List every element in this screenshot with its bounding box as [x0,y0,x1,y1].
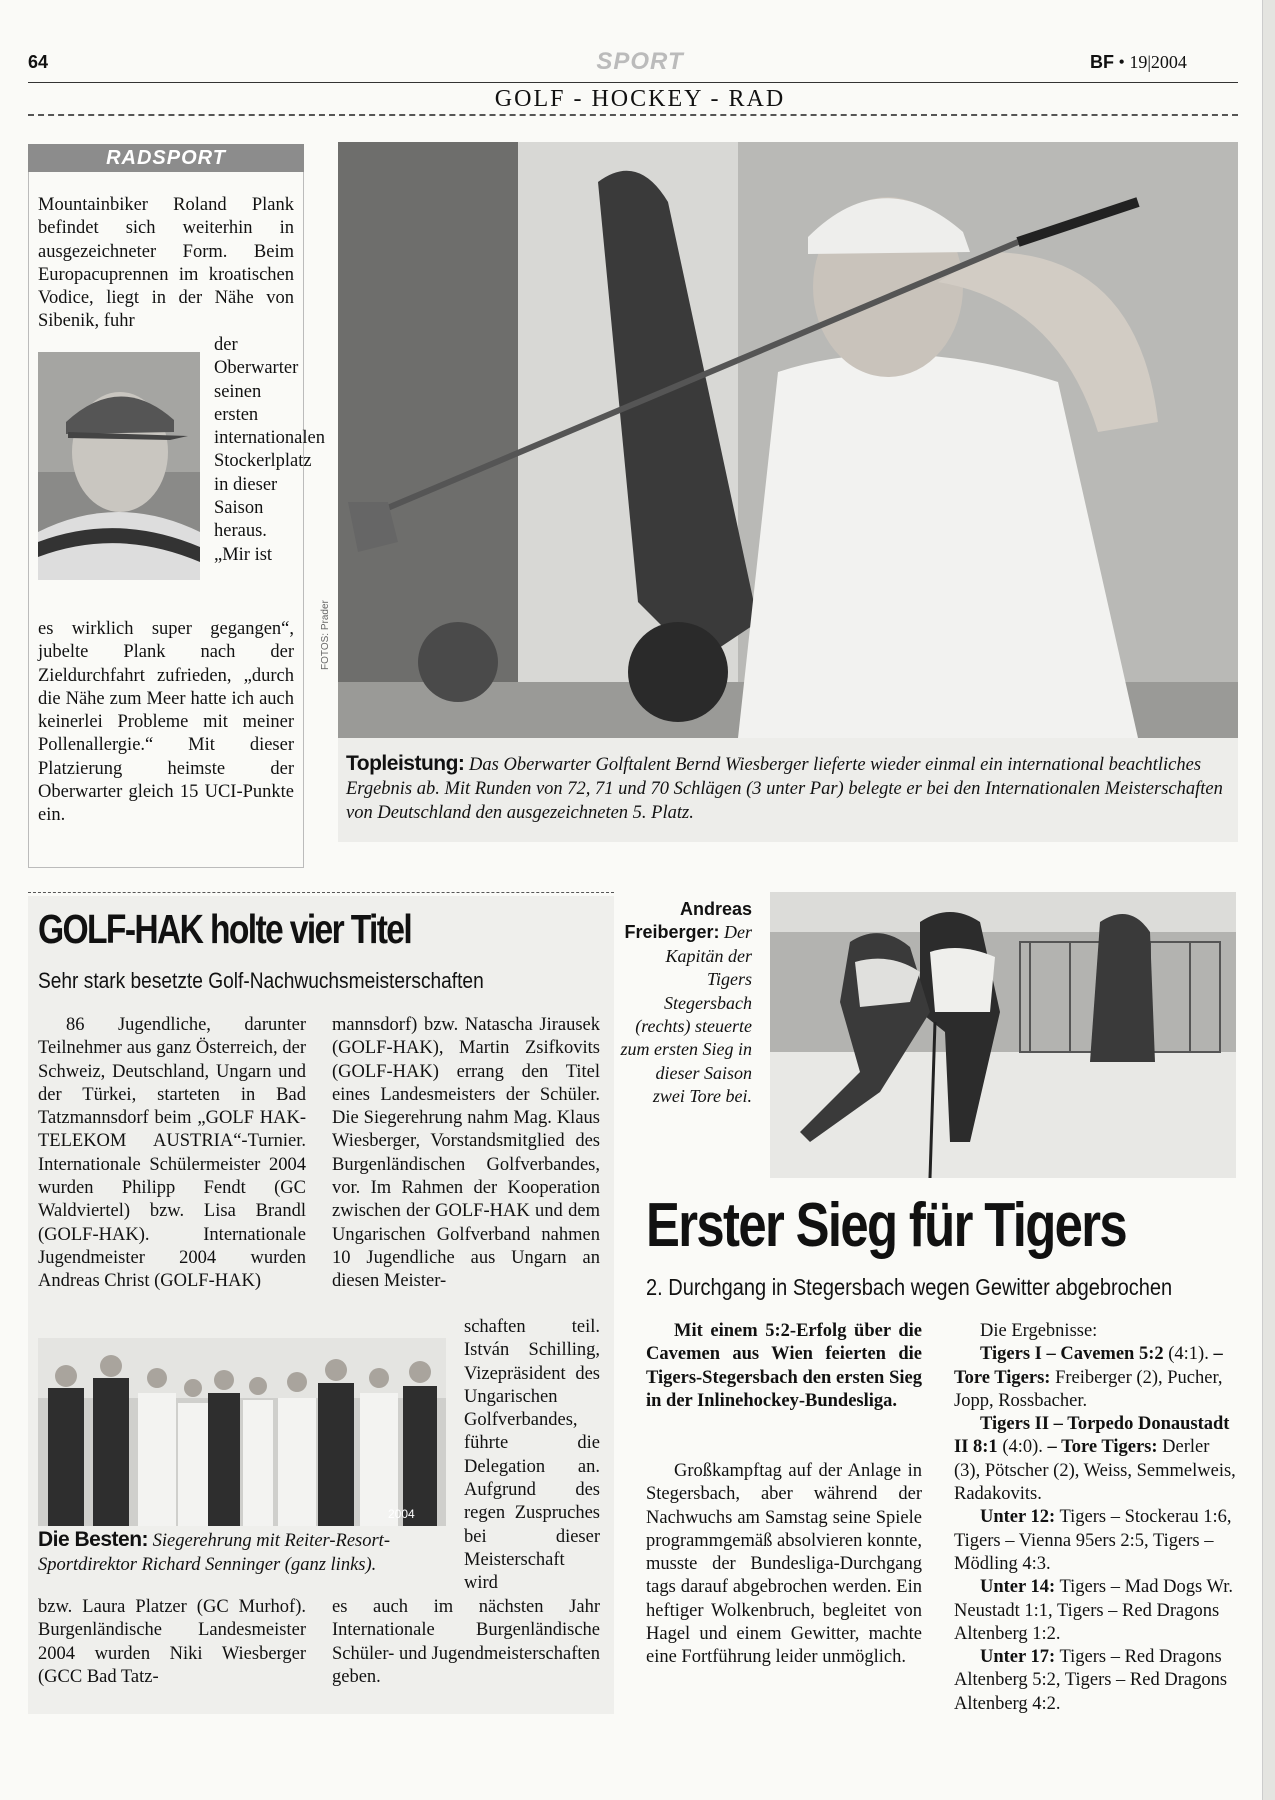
golf-article-divider [28,892,614,893]
golf-col2-bottom: es auch im nächsten Jahr Internationale Burgenländische Schüler- und Jugendmeisterschaften geben. [332,1597,600,1687]
result-under-14 [954,1576,1236,1646]
golfer-caption-lead: Topleistung: [346,752,465,775]
result-2-half: (4:0). [997,1437,1048,1458]
photo-credit: FOTOS: Prader [320,600,331,670]
tigers-lead: Mit einem 5:2-Erfolg über die Cavemen aus Wien feierten die Tigers-Stegersbach den ersten Sieg in der Inlinehockey-Bundesliga. [646,1321,922,1411]
u14-results: Tigers – Mad Dogs Wr. Neustadt 1:1, Tigers – Red Dragons Altenberg 1:2. [954,1577,1233,1644]
golf-winners-caption [38,1528,438,1577]
golfer-caption [346,752,1226,825]
result-1-score: Tigers I – Cavemen 5:2 [980,1344,1164,1365]
tigers-results [954,1320,1236,1716]
section-title: SPORT [596,48,684,75]
cyclist-portrait [38,352,200,580]
golf-winners-image [38,1338,446,1526]
u17-label: Unter 17: [980,1647,1056,1668]
hockey-photo [770,892,1236,1178]
publication-name: BF [1090,52,1114,72]
u17-results: Tigers – Red Dragons Altenberg 5:2, Tigers – Red Dragons Altenberg 4:2. [954,1647,1228,1714]
page-edge [1262,0,1275,1800]
results-title: Die Ergebnisse: [980,1321,1098,1341]
hockey-caption-text: Der Kapitän der Tigers Stegersbach (rechts) steuerte zum ersten Sieg in dieser Saison zwei Tore bei. [620,922,752,1107]
golf-col2-text: mannsdorf) bzw. Natascha Jirausek (GOLF-HAK), Martin Zsifkovits (GOLF-HAK) errang den Titel eines Landesmeisters der Schüler. Die Siegerehrung nahm Mag. Klaus Wiesberger, Vorstandsmitglied des Burgenländischen Golfverbandes, vor. Im Rahmen der Kooperation zwischen der GOLF-HAK und dem Ungarischen Golfverband nahmen 10 Jugendliche aus Ungarn an diesen Meister- [332,1015,600,1292]
hockey-caption [620,898,752,1109]
radsport-label: RADSPORT [28,144,304,172]
page-number: 64 [28,52,49,72]
golf-col1-text: 86 Jugendliche, darunter Teilnehmer aus ganz Österreich, der Schweiz, Deutschland, Ungarn und der Türkei, starteten in Bad Tatzmannsdorf beim „GOLF HAK-TELEKOM AUSTRIA“-Turnier. Internationale Schülermeister 2004 wurden Philipp Fendt (GC Waldviertel) bzw. Lisa Brandl (GOLF-HAK). Internationale Jugendmeister 2004 wurden Andreas Christ (GOLF-HAK) [38,1015,306,1292]
issue-number: 19|2004 [1129,52,1187,72]
golf-winners-caption-lead: Die Besten: [38,1528,149,1551]
golf-subheadline: Sehr stark besetzte Golf-Nachwuchsmeisterschaften [38,968,484,993]
result-tigers-2 [954,1413,1236,1506]
u14-label: Unter 14: [980,1577,1056,1598]
golf-col1-bottom: bzw. Laura Platzer (GC Murhof). Burgenländische Landesmeister 2004 wurden Niki Wiesberger (GCC Bad Tatz- [38,1597,306,1687]
radsport-text-bottom: es wirklich super gegangen“, jubelte Plank nach der Zieldurchfahrt zufrieden, „durch die Nähe zum Meer hatte ich auch keinerlei Probleme mit meiner Pollenallergie.“ Mit dieser Platzierung heimste der Oberwarter gleich 15 UCI-Punkte ein. [38,619,294,826]
hockey-photo-image [770,892,1236,1178]
u12-results: Tigers – Stockerau 1:6, Tigers – Vienna 95ers 2:5, Tigers – Mödling 4:3. [954,1507,1232,1574]
photo-year-label: 2004 [388,1507,415,1521]
separator-dot: • [1118,52,1130,72]
golf-headline: GOLF-HAK holte vier Titel [38,906,412,952]
golf-col2-narrow: schaften teil. István Schilling, Vizepräsident des Ungarischen Golfverbandes, führte die Delegation an. Aufgrund des regen Zuspruches bei dieser Meisterschaft wird [464,1317,600,1594]
golfer-photo-image [338,142,1238,738]
golfer-photo [338,142,1238,738]
tigers-subheadline: 2. Durchgang in Stegersbach wegen Gewitter abgebrochen [646,1274,1173,1300]
result-1-scorers-label: – Tore Tigers: [954,1344,1223,1388]
result-1-scorers: Freiberger (2), Pucher, Jopp, Rossbacher. [954,1367,1223,1411]
result-2-scorers-label: – Tore Tigers: [1047,1437,1158,1458]
result-1-half: (4:1). [1163,1344,1214,1365]
result-under-17 [954,1646,1236,1716]
result-2-score: Tigers II – Torpedo Donaustadt II 8:1 [954,1414,1230,1458]
cyclist-photo-image [38,352,200,580]
page-subtitle: GOLF - HOCKEY - RAD [494,86,786,112]
radsport-text-top: Mountainbiker Roland Plank befindet sich weiterhin in ausgezeichneter Form. Beim Europacuprennen im kroatischen Vodice, liegt in der Nähe von Sibenik, fuhr [38,195,294,332]
issue-info [1090,52,1187,73]
header-divider [28,114,1238,116]
result-tigers-1 [954,1343,1236,1413]
tigers-body: Großkampftag auf der Anlage in Stegersbach, aber während der Nachwuchs am Samstag seine Spiele programmgemäß absolvieren konnte, musste der Bundesliga-Durchgang tags darauf abgebrochen werden. Ein heftiger Wolkenbruch, begleitet von Hagel und einem Gewitter, machte eine Fortführung leider unmöglich. [646,1461,922,1668]
u12-label: Unter 12: [980,1507,1056,1528]
golfer-caption-text: Das Oberwarter Golftalent Bernd Wiesberger lieferte wieder einmal ein international beachtliches Ergebnis ab. Mit Runden von 72, 71 und 70 Schlägen (3 unter Par) belegte er bei den Internationalen Meisterschaften von Deutschland den ausgezeichneten 5. Platz. [346,755,1223,823]
radsport-text-narrow: der Oberwarter seinen ersten internationalen Stockerlplatz in dieser Saison heraus. „Mir ist [214,335,325,565]
result-under-12 [954,1506,1236,1576]
header-rule [28,82,1238,83]
golf-winners-photo [38,1338,446,1526]
golf-winners-caption-text: Siegerehrung mit Reiter-Resort-Sportdirektor Richard Senninger (ganz links). [38,1531,390,1575]
hockey-caption-name: Andreas Freiberger: [624,899,752,943]
result-2-scorers: Derler (3), Pötscher (2), Weiss, Semmelweis, Radakovits. [954,1437,1236,1505]
tigers-headline: Erster Sieg für Tigers [646,1191,1127,1260]
